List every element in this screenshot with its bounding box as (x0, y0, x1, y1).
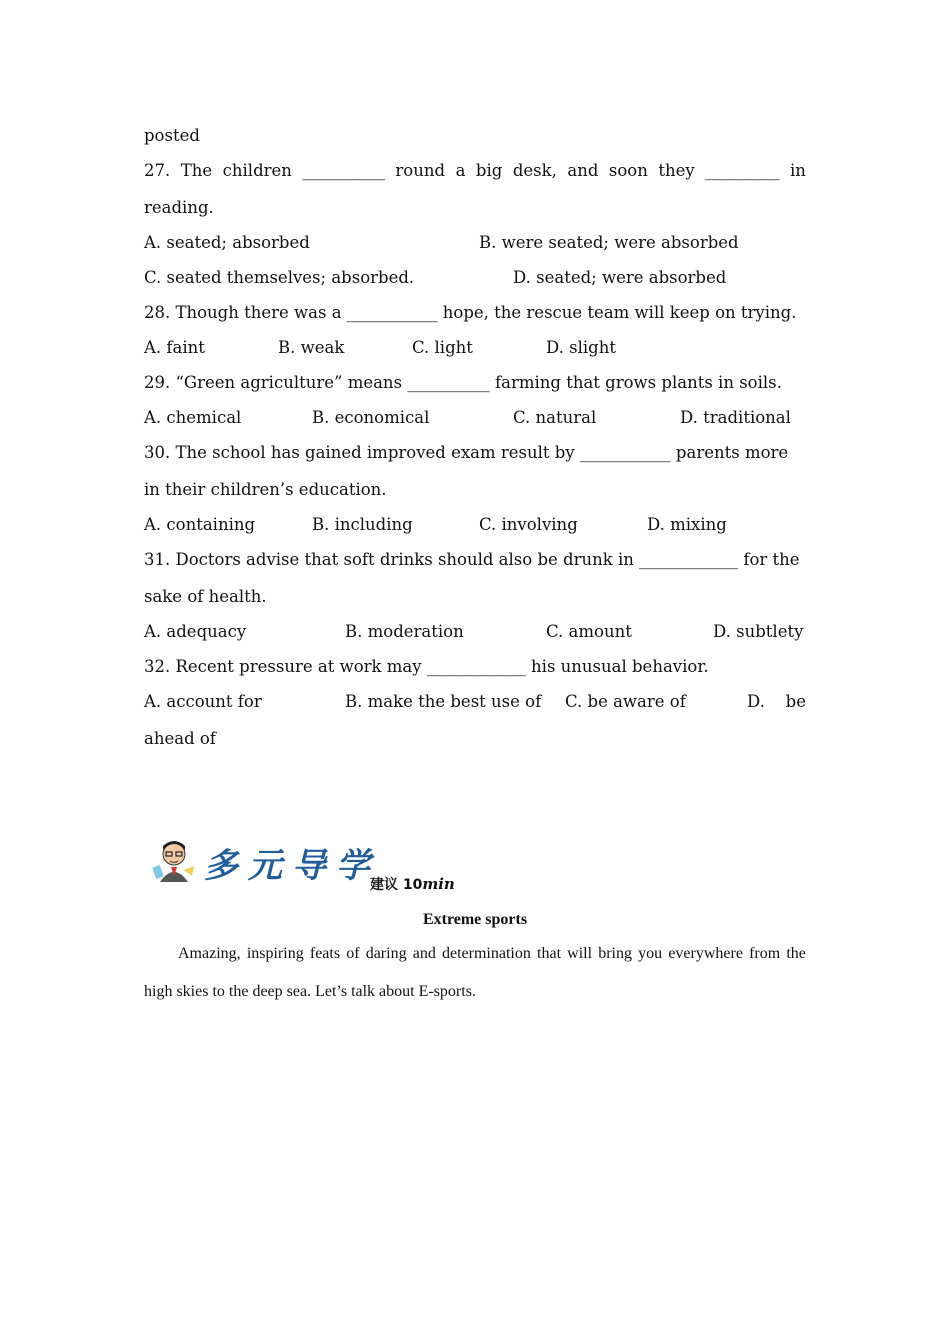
question-27-line1 (144, 159, 806, 183)
option-b: B. including (312, 515, 413, 534)
question-29-options (144, 406, 806, 430)
word: that (537, 945, 562, 962)
question-31-options (144, 620, 806, 644)
suggest-label: 建议 (370, 877, 398, 893)
option-c: C. seated themselves; absorbed. (144, 268, 415, 287)
word: soon (608, 161, 648, 180)
word: inspiring (246, 945, 304, 962)
word: children (222, 161, 292, 180)
option-c: C. involving (479, 515, 578, 534)
question-27-options (144, 231, 806, 255)
word: feats (309, 945, 341, 962)
word: big (475, 161, 503, 180)
question-block (144, 124, 806, 751)
option-c: C. amount (546, 622, 632, 641)
word: The (180, 161, 213, 180)
option-b: B. weak (278, 338, 345, 357)
intro-paragraph-line1 (144, 942, 806, 966)
suggest-unit: min (422, 875, 455, 893)
option-a: A. seated; absorbed (144, 233, 310, 252)
word: 27. (144, 161, 171, 180)
question-30-options (144, 513, 806, 537)
blank: _________ (705, 161, 780, 180)
section-logo (152, 834, 472, 898)
question-28: 28. Though there was a ___________ hope, the rescue team will keep on trying. (144, 303, 797, 322)
option-d: D. slight (546, 338, 616, 357)
section-title: Extreme sports (422, 911, 528, 928)
option-b: B. make the best use of (345, 692, 542, 711)
question-30-line1: 30. The school has gained improved exam result by ___________ parents more (144, 443, 789, 462)
word: of (346, 945, 360, 962)
blank: __________ (302, 161, 385, 180)
option-d-word: be (785, 692, 806, 711)
question-29: 29. “Green agriculture” means __________ farming that grows plants in soils. (144, 373, 782, 392)
option-a: A. containing (144, 515, 256, 534)
text-line: posted (144, 126, 200, 145)
option-b: B. were seated; were absorbed (479, 233, 739, 252)
word: from (749, 945, 781, 962)
word: bring (598, 945, 632, 962)
word: they (658, 161, 695, 180)
question-27-options-2 (144, 266, 806, 290)
intro-paragraph-line2: high skies to the deep sea. Let’s talk about E-sports. (144, 983, 476, 1000)
suggested-time (370, 874, 455, 894)
word: you (638, 945, 663, 962)
word: daring (365, 945, 407, 962)
option-a: A. faint (144, 338, 205, 357)
word: and (567, 161, 599, 180)
option-d: D. seated; were absorbed (513, 268, 727, 287)
suggest-value: 10 (402, 877, 423, 893)
word: will (567, 945, 593, 962)
question-28-options (144, 336, 806, 360)
word: determination (442, 945, 531, 962)
word: a (455, 161, 466, 180)
option-d: D. (747, 692, 765, 711)
option-b: B. moderation (345, 622, 464, 641)
logo-text: 多元导学 (204, 846, 380, 886)
option-d: D. traditional (680, 408, 791, 427)
question-31-line1: 31. Doctors advise that soft drinks should also be drunk in ____________ for the (144, 550, 800, 569)
teacher-avatar-icon (152, 836, 196, 884)
word: in (789, 161, 806, 180)
option-b: B. economical (312, 408, 430, 427)
question-32-options (144, 690, 806, 714)
word: and (412, 945, 436, 962)
word: everywhere (668, 945, 743, 962)
word: Amazing, (178, 945, 241, 962)
question-30-line2: in their children’s education. (144, 480, 387, 499)
question-32-line2: ahead of (144, 729, 216, 748)
question-27-line2: reading. (144, 198, 214, 217)
option-a: A. account for (144, 692, 262, 711)
word: desk, (512, 161, 557, 180)
question-32: 32. Recent pressure at work may ____________ his unusual behavior. (144, 657, 709, 676)
option-c: C. natural (513, 408, 597, 427)
option-a: A. chemical (144, 408, 242, 427)
option-d: D. mixing (647, 515, 727, 534)
option-c: C. be aware of (565, 692, 686, 711)
question-31-line2: sake of health. (144, 587, 267, 606)
option-c: C. light (412, 338, 473, 357)
option-a: A. adequacy (144, 622, 247, 641)
word: round (395, 161, 446, 180)
word: the (786, 945, 806, 962)
option-d: D. subtlety (713, 622, 804, 641)
